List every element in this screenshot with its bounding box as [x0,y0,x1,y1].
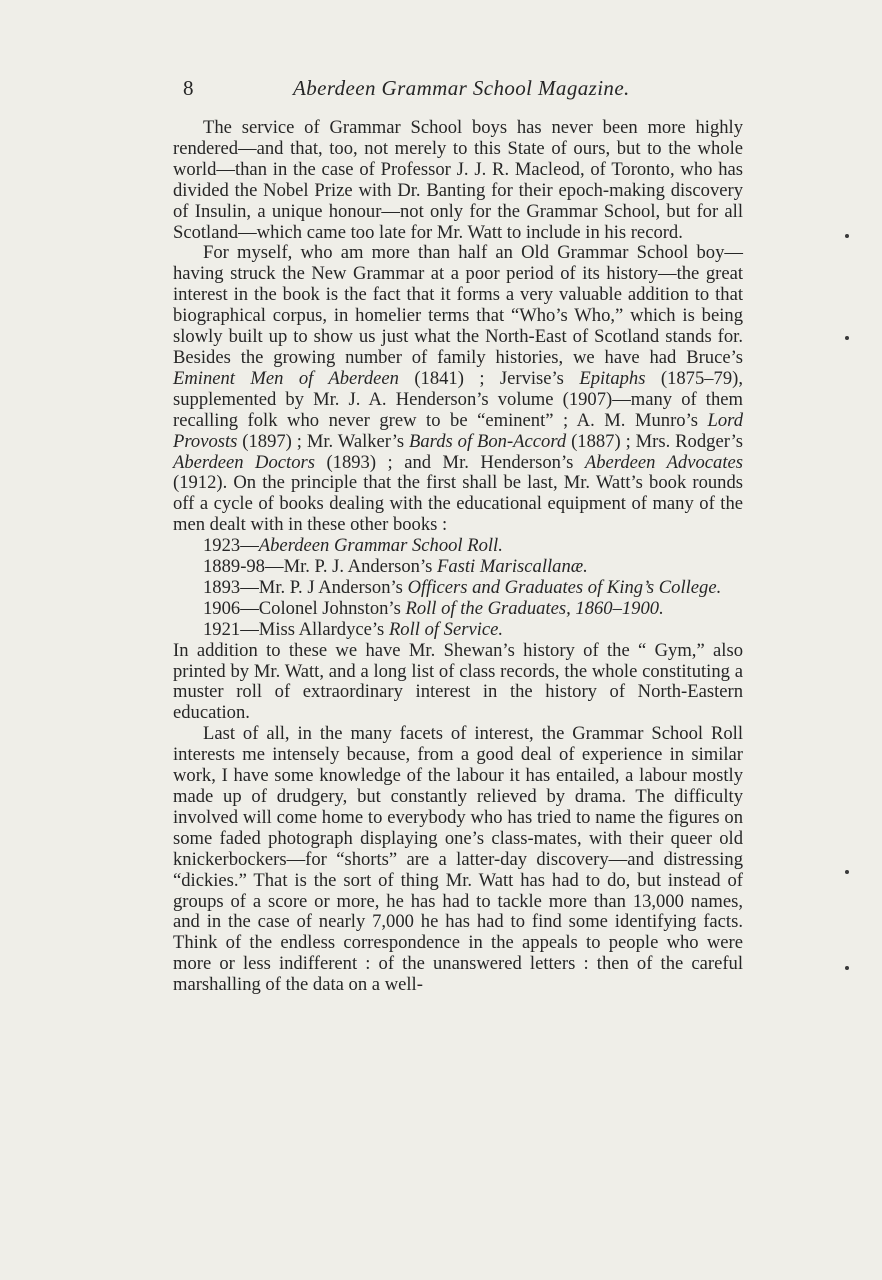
text-run: (1912). On the principle that the first shall be last, Mr. Watt’s book rounds off a cycle of books dealing with the educational equipment of many of the men dealt with in these other books : [173,472,743,536]
book-title: Eminent Men of Aberdeen [173,367,399,389]
list-item-title: Roll of the Graduates, 1860–1900. [405,597,664,619]
list-item [173,620,743,641]
book-title: Lord Provosts [173,409,743,452]
ink-speck [845,966,849,970]
list-item-prefix: 1893—Mr. P. J Anderson’s [203,576,408,598]
list-item-title: Aberdeen Grammar School Roll. [258,535,503,557]
paragraph-biographical-corpus [173,243,743,536]
list-item [173,578,743,599]
list-item-title: Roll of Service. [388,618,504,640]
text-run: (1893) ; and Mr. Henderson’s [314,451,585,473]
text-run: (1841) ; Jervise’s [398,367,580,389]
ink-speck [845,234,849,238]
list-item-prefix: 1906—Colonel Johnston’s [203,597,406,619]
list-item [173,536,743,557]
book-title: Aberdeen Advocates [584,451,743,473]
list-item-title: Officers and Graduates of King’s College. [407,576,722,598]
list-item [173,599,743,620]
article-body [173,118,743,996]
text-run: (1897) ; Mr. Walker’s [237,430,409,452]
text-run: (1887) ; Mrs. Rodger’s [566,430,743,452]
list-item-prefix: 1921—Miss Allardyce’s [203,618,389,640]
book-title: Aberdeen Doctors [173,451,315,473]
page-header [183,76,643,104]
book-title: Epitaphs [579,367,646,389]
paragraph-last-of-all: Last of all, in the many facets of interest, the Grammar School Roll interests me intensely because, from a good deal of experience in similar work, I have some knowledge of the labour it has entailed, a labour mostly made up of drudgery, but constantly relieved by drama. The difficulty involved will come home to everybody who has tried to name the figures on some faded photograph displaying one’s class-mates, with their queer old knickerbockers—for “shorts” are a latter-day discovery—and distressing “dickies.” That is the sort of thing Mr. Watt has had to do, but instead of groups of a score or more, he has had to tackle more than 13,000 names, and in the case of nearly 7,000 he has had to find some identifying facts. Think of the endless correspondence in the appeals to people who were more or less indifferent : of the unanswered letters : then of the careful marshalling of the data on a well- [173,723,743,996]
page-number: 8 [183,76,194,100]
running-title: Aberdeen Grammar School Magazine. [293,76,630,100]
ink-speck [845,870,849,874]
book-title: Bards of Bon-Accord [409,430,567,452]
ink-speck [845,336,849,340]
text-run: For myself, who am more than half an Old Grammar School boy—having struck the New Grammar at a poor period of its history—the great interest in the book is the fact that it forms a very valuable addition to that biographical corpus, in homelier terms that “Who’s Who,” which is being slowly built up to show us just what the North-East of Scotland stands for. Besides the growing number of family histories, we have had Bruce’s [173,242,743,368]
list-item [173,557,743,578]
paragraph-gym-history: In addition to these we have Mr. Shewan’s history of the “ Gym,” also printed by Mr. Watt, and a long list of class records, the whole constituting a muster roll of extraordinary interest in the history of North-Eastern education. [173,639,743,724]
paragraph-insulin: The service of Grammar School boys has never been more highly rendered—and that, too, not merely to this State of ours, but to the whole world—than in the case of Professor J. J. R. Macleod, of Toronto, who has divided the Nobel Prize with Dr. Banting for their epoch-making discovery of Insulin, a unique honour—not only for the Grammar School, but for all Scotland—which came too late for Mr. Watt to include in his record. [173,117,743,243]
list-item-title: Fasti Mariscallanæ. [437,556,588,578]
list-item-prefix: 1923— [203,535,259,557]
text-run: (1875–79), supplemented by Mr. J. A. Henderson’s volume (1907)—many of them recalling folk who never grew to be “eminent” ; A. M. Munro’s [173,367,743,431]
list-item-prefix: 1889-98—Mr. P. J. Anderson’s [203,556,437,578]
book-list [173,536,743,641]
